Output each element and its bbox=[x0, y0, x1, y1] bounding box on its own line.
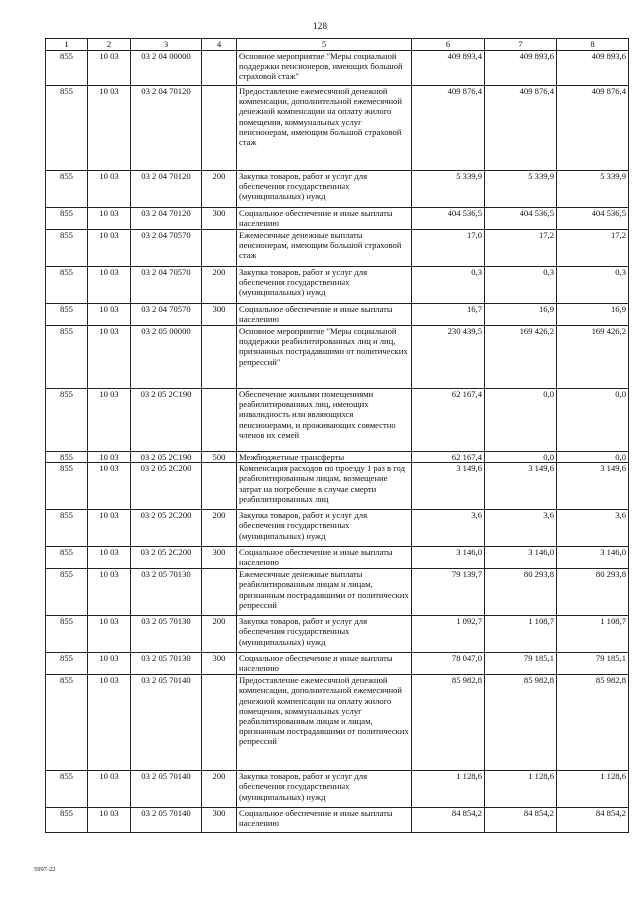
amount-col7-cell: 409 876,4 bbox=[485, 86, 557, 171]
target-article-cell: 03 2 05 70130 bbox=[131, 569, 202, 616]
amount-col7-cell: 84 854,2 bbox=[485, 808, 557, 833]
amount-col7-cell: 16,9 bbox=[485, 304, 557, 326]
table-row bbox=[46, 86, 629, 171]
expense-type-cell: 300 bbox=[202, 208, 237, 230]
amount-col8-cell: 0,0 bbox=[557, 389, 629, 452]
amount-col7-cell: 1 128,6 bbox=[485, 771, 557, 808]
amount-col8-cell: 1 108,7 bbox=[557, 616, 629, 653]
section-code-cell: 10 03 bbox=[88, 267, 131, 304]
description-cell: Закупка товаров, работ и услуг для обеспечения государственных (муниципальных) нужд bbox=[237, 267, 412, 304]
table-row bbox=[46, 547, 629, 569]
expense-type-cell bbox=[202, 463, 237, 510]
amount-col8-cell: 3 149,6 bbox=[557, 463, 629, 510]
section-code-cell: 10 03 bbox=[88, 86, 131, 171]
budget-table bbox=[45, 38, 629, 833]
target-article-cell: 03 2 04 70570 bbox=[131, 230, 202, 267]
expense-type-cell bbox=[202, 675, 237, 771]
amount-col8-cell: 3,6 bbox=[557, 510, 629, 547]
section-code-cell: 10 03 bbox=[88, 304, 131, 326]
description-cell: Социальное обеспечение и иные выплаты населению bbox=[237, 808, 412, 833]
target-article-cell: 03 2 05 70130 bbox=[131, 653, 202, 675]
amount-col8-cell: 3 146,0 bbox=[557, 547, 629, 569]
amount-col7-cell: 1 108,7 bbox=[485, 616, 557, 653]
section-code-cell: 10 03 bbox=[88, 808, 131, 833]
description-cell: Социальное обеспечение и иные выплаты населению bbox=[237, 653, 412, 675]
target-article-cell: 03 2 04 70120 bbox=[131, 171, 202, 208]
amount-col8-cell: 169 426,2 bbox=[557, 326, 629, 389]
table-header-row bbox=[46, 39, 629, 51]
description-cell: Предоставление ежемесячной денежной компенсации, дополнительной ежемесячной денежной компенсации на оплату жилого помещения, коммунальных услуг пенсионерам, имеющим большой страховой стаж bbox=[237, 86, 412, 171]
amount-col6-cell: 404 536,5 bbox=[412, 208, 485, 230]
target-article-cell: 03 2 04 70120 bbox=[131, 208, 202, 230]
column-header: 3 bbox=[131, 39, 202, 51]
amount-col7-cell: 3 149,6 bbox=[485, 463, 557, 510]
amount-col6-cell: 409 876,4 bbox=[412, 86, 485, 171]
document-code: 5997-22 bbox=[34, 866, 56, 873]
amount-col8-cell: 1 128,6 bbox=[557, 771, 629, 808]
expense-type-cell: 300 bbox=[202, 808, 237, 833]
table-row bbox=[46, 569, 629, 616]
table-row bbox=[46, 326, 629, 389]
expense-type-cell bbox=[202, 230, 237, 267]
admin-code-cell: 855 bbox=[46, 51, 88, 86]
amount-col8-cell: 0,0 bbox=[557, 452, 629, 463]
expense-type-cell: 200 bbox=[202, 616, 237, 653]
admin-code-cell: 855 bbox=[46, 452, 88, 463]
target-article-cell: 03 2 05 2С190 bbox=[131, 452, 202, 463]
table-row bbox=[46, 463, 629, 510]
admin-code-cell: 855 bbox=[46, 616, 88, 653]
amount-col7-cell: 169 426,2 bbox=[485, 326, 557, 389]
column-header: 5 bbox=[237, 39, 412, 51]
amount-col6-cell: 0,3 bbox=[412, 267, 485, 304]
section-code-cell: 10 03 bbox=[88, 771, 131, 808]
amount-col6-cell: 62 167,4 bbox=[412, 452, 485, 463]
amount-col6-cell: 17,0 bbox=[412, 230, 485, 267]
column-header: 1 bbox=[46, 39, 88, 51]
amount-col6-cell: 78 047,0 bbox=[412, 653, 485, 675]
section-code-cell: 10 03 bbox=[88, 616, 131, 653]
amount-col7-cell: 409 893,6 bbox=[485, 51, 557, 86]
admin-code-cell: 855 bbox=[46, 86, 88, 171]
admin-code-cell: 855 bbox=[46, 230, 88, 267]
page-number: 128 bbox=[312, 22, 328, 32]
table-row bbox=[46, 808, 629, 833]
table-row bbox=[46, 616, 629, 653]
table-row bbox=[46, 653, 629, 675]
target-article-cell: 03 2 05 2С200 bbox=[131, 547, 202, 569]
target-article-cell: 03 2 05 70140 bbox=[131, 675, 202, 771]
admin-code-cell: 855 bbox=[46, 653, 88, 675]
section-code-cell: 10 03 bbox=[88, 653, 131, 675]
table-row bbox=[46, 230, 629, 267]
description-cell: Обеспечение жилыми помещениями реабилитированных лиц, имеющих инвалидность или являющихся пенсионерами, и проживающих совместно членов их семей bbox=[237, 389, 412, 452]
amount-col8-cell: 84 854,2 bbox=[557, 808, 629, 833]
amount-col6-cell: 16,7 bbox=[412, 304, 485, 326]
amount-col8-cell: 404 536,5 bbox=[557, 208, 629, 230]
column-header: 8 bbox=[557, 39, 629, 51]
expense-type-cell: 300 bbox=[202, 547, 237, 569]
target-article-cell: 03 2 05 70140 bbox=[131, 808, 202, 833]
amount-col6-cell: 85 982,8 bbox=[412, 675, 485, 771]
description-cell: Ежемесячные денежные выплаты реабилитированным лицам и лицам, признанным пострадавшими от политических репрессий bbox=[237, 569, 412, 616]
amount-col7-cell: 3,6 bbox=[485, 510, 557, 547]
description-cell: Компенсация расходов по проезду 1 раз в год реабилитированным лицам, возмещение затрат на погребение в случае смерти реабилитированных лиц bbox=[237, 463, 412, 510]
table-row bbox=[46, 267, 629, 304]
expense-type-cell: 200 bbox=[202, 171, 237, 208]
description-cell: Закупка товаров, работ и услуг для обеспечения государственных (муниципальных) нужд bbox=[237, 771, 412, 808]
target-article-cell: 03 2 04 00000 bbox=[131, 51, 202, 86]
admin-code-cell: 855 bbox=[46, 771, 88, 808]
table-row bbox=[46, 51, 629, 86]
admin-code-cell: 855 bbox=[46, 304, 88, 326]
admin-code-cell: 855 bbox=[46, 547, 88, 569]
target-article-cell: 03 2 05 70140 bbox=[131, 771, 202, 808]
amount-col7-cell: 79 185,1 bbox=[485, 653, 557, 675]
amount-col7-cell: 80 293,8 bbox=[485, 569, 557, 616]
amount-col8-cell: 17,2 bbox=[557, 230, 629, 267]
table-row bbox=[46, 171, 629, 208]
table-row bbox=[46, 675, 629, 771]
amount-col6-cell: 1 092,7 bbox=[412, 616, 485, 653]
expense-type-cell bbox=[202, 326, 237, 389]
target-article-cell: 03 2 04 70570 bbox=[131, 304, 202, 326]
section-code-cell: 10 03 bbox=[88, 389, 131, 452]
target-article-cell: 03 2 04 70120 bbox=[131, 86, 202, 171]
section-code-cell: 10 03 bbox=[88, 463, 131, 510]
description-cell: Закупка товаров, работ и услуг для обеспечения государственных (муниципальных) нужд bbox=[237, 171, 412, 208]
table-row bbox=[46, 208, 629, 230]
amount-col7-cell: 0,0 bbox=[485, 389, 557, 452]
target-article-cell: 03 2 05 70130 bbox=[131, 616, 202, 653]
table-row bbox=[46, 389, 629, 452]
amount-col6-cell: 3,6 bbox=[412, 510, 485, 547]
description-cell: Социальное обеспечение и иные выплаты населению bbox=[237, 547, 412, 569]
amount-col8-cell: 85 982,8 bbox=[557, 675, 629, 771]
table-row bbox=[46, 452, 629, 463]
expense-type-cell bbox=[202, 51, 237, 86]
table-row bbox=[46, 304, 629, 326]
target-article-cell: 03 2 05 00000 bbox=[131, 326, 202, 389]
amount-col7-cell: 85 982,8 bbox=[485, 675, 557, 771]
expense-type-cell: 200 bbox=[202, 510, 237, 547]
description-cell: Предоставление ежемесячной денежной компенсации, дополнительной ежемесячной денежной компенсации на оплату жилого помещения, коммунальных услуг реабилитированным лицам и лицам, признанным пострадавшими от политических репрессий bbox=[237, 675, 412, 771]
expense-type-cell bbox=[202, 389, 237, 452]
column-header: 2 bbox=[88, 39, 131, 51]
admin-code-cell: 855 bbox=[46, 510, 88, 547]
amount-col6-cell: 230 439,5 bbox=[412, 326, 485, 389]
amount-col8-cell: 409 893,6 bbox=[557, 51, 629, 86]
amount-col7-cell: 0,0 bbox=[485, 452, 557, 463]
expense-type-cell: 500 bbox=[202, 452, 237, 463]
amount-col6-cell: 79 139,7 bbox=[412, 569, 485, 616]
amount-col7-cell: 17,2 bbox=[485, 230, 557, 267]
section-code-cell: 10 03 bbox=[88, 547, 131, 569]
amount-col6-cell: 1 128,6 bbox=[412, 771, 485, 808]
amount-col8-cell: 5 339,9 bbox=[557, 171, 629, 208]
amount-col6-cell: 5 339,9 bbox=[412, 171, 485, 208]
table-row bbox=[46, 771, 629, 808]
expense-type-cell: 300 bbox=[202, 304, 237, 326]
admin-code-cell: 855 bbox=[46, 808, 88, 833]
amount-col7-cell: 3 146,0 bbox=[485, 547, 557, 569]
expense-type-cell bbox=[202, 569, 237, 616]
admin-code-cell: 855 bbox=[46, 569, 88, 616]
admin-code-cell: 855 bbox=[46, 675, 88, 771]
amount-col8-cell: 80 293,8 bbox=[557, 569, 629, 616]
expense-type-cell: 300 bbox=[202, 653, 237, 675]
description-cell: Закупка товаров, работ и услуг для обеспечения государственных (муниципальных) нужд bbox=[237, 616, 412, 653]
amount-col6-cell: 3 149,6 bbox=[412, 463, 485, 510]
section-code-cell: 10 03 bbox=[88, 452, 131, 463]
description-cell: Закупка товаров, работ и услуг для обеспечения государственных (муниципальных) нужд bbox=[237, 510, 412, 547]
amount-col8-cell: 16,9 bbox=[557, 304, 629, 326]
section-code-cell: 10 03 bbox=[88, 208, 131, 230]
amount-col6-cell: 3 146,0 bbox=[412, 547, 485, 569]
expense-type-cell: 200 bbox=[202, 267, 237, 304]
admin-code-cell: 855 bbox=[46, 326, 88, 389]
description-cell: Основное мероприятие "Меры социальной поддержки пенсионеров, имеющих большой страховой стаж" bbox=[237, 51, 412, 86]
expense-type-cell: 200 bbox=[202, 771, 237, 808]
amount-col8-cell: 409 876,4 bbox=[557, 86, 629, 171]
target-article-cell: 03 2 04 70570 bbox=[131, 267, 202, 304]
admin-code-cell: 855 bbox=[46, 463, 88, 510]
column-header: 4 bbox=[202, 39, 237, 51]
section-code-cell: 10 03 bbox=[88, 326, 131, 389]
admin-code-cell: 855 bbox=[46, 267, 88, 304]
section-code-cell: 10 03 bbox=[88, 510, 131, 547]
section-code-cell: 10 03 bbox=[88, 171, 131, 208]
target-article-cell: 03 2 05 2С190 bbox=[131, 389, 202, 452]
amount-col8-cell: 0,3 bbox=[557, 267, 629, 304]
amount-col6-cell: 84 854,2 bbox=[412, 808, 485, 833]
section-code-cell: 10 03 bbox=[88, 51, 131, 86]
column-header: 7 bbox=[485, 39, 557, 51]
description-cell: Основное мероприятие "Меры социальной поддержки реабилитированных лиц и лиц, признанных пострадавшими от политических репрессий" bbox=[237, 326, 412, 389]
amount-col6-cell: 409 893,4 bbox=[412, 51, 485, 86]
section-code-cell: 10 03 bbox=[88, 675, 131, 771]
description-cell: Ежемесячные денежные выплаты пенсионерам, имеющим большой страховой стаж bbox=[237, 230, 412, 267]
section-code-cell: 10 03 bbox=[88, 569, 131, 616]
admin-code-cell: 855 bbox=[46, 208, 88, 230]
amount-col7-cell: 5 339,9 bbox=[485, 171, 557, 208]
amount-col8-cell: 79 185,1 bbox=[557, 653, 629, 675]
description-cell: Межбюджетные трансферты bbox=[237, 452, 412, 463]
column-header: 6 bbox=[412, 39, 485, 51]
amount-col6-cell: 62 167,4 bbox=[412, 389, 485, 452]
table-row bbox=[46, 510, 629, 547]
admin-code-cell: 855 bbox=[46, 171, 88, 208]
expense-type-cell bbox=[202, 86, 237, 171]
target-article-cell: 03 2 05 2С200 bbox=[131, 463, 202, 510]
description-cell: Социальное обеспечение и иные выплаты населению bbox=[237, 208, 412, 230]
amount-col7-cell: 404 536,5 bbox=[485, 208, 557, 230]
description-cell: Социальное обеспечение и иные выплаты населению bbox=[237, 304, 412, 326]
section-code-cell: 10 03 bbox=[88, 230, 131, 267]
target-article-cell: 03 2 05 2С200 bbox=[131, 510, 202, 547]
amount-col7-cell: 0,3 bbox=[485, 267, 557, 304]
admin-code-cell: 855 bbox=[46, 389, 88, 452]
